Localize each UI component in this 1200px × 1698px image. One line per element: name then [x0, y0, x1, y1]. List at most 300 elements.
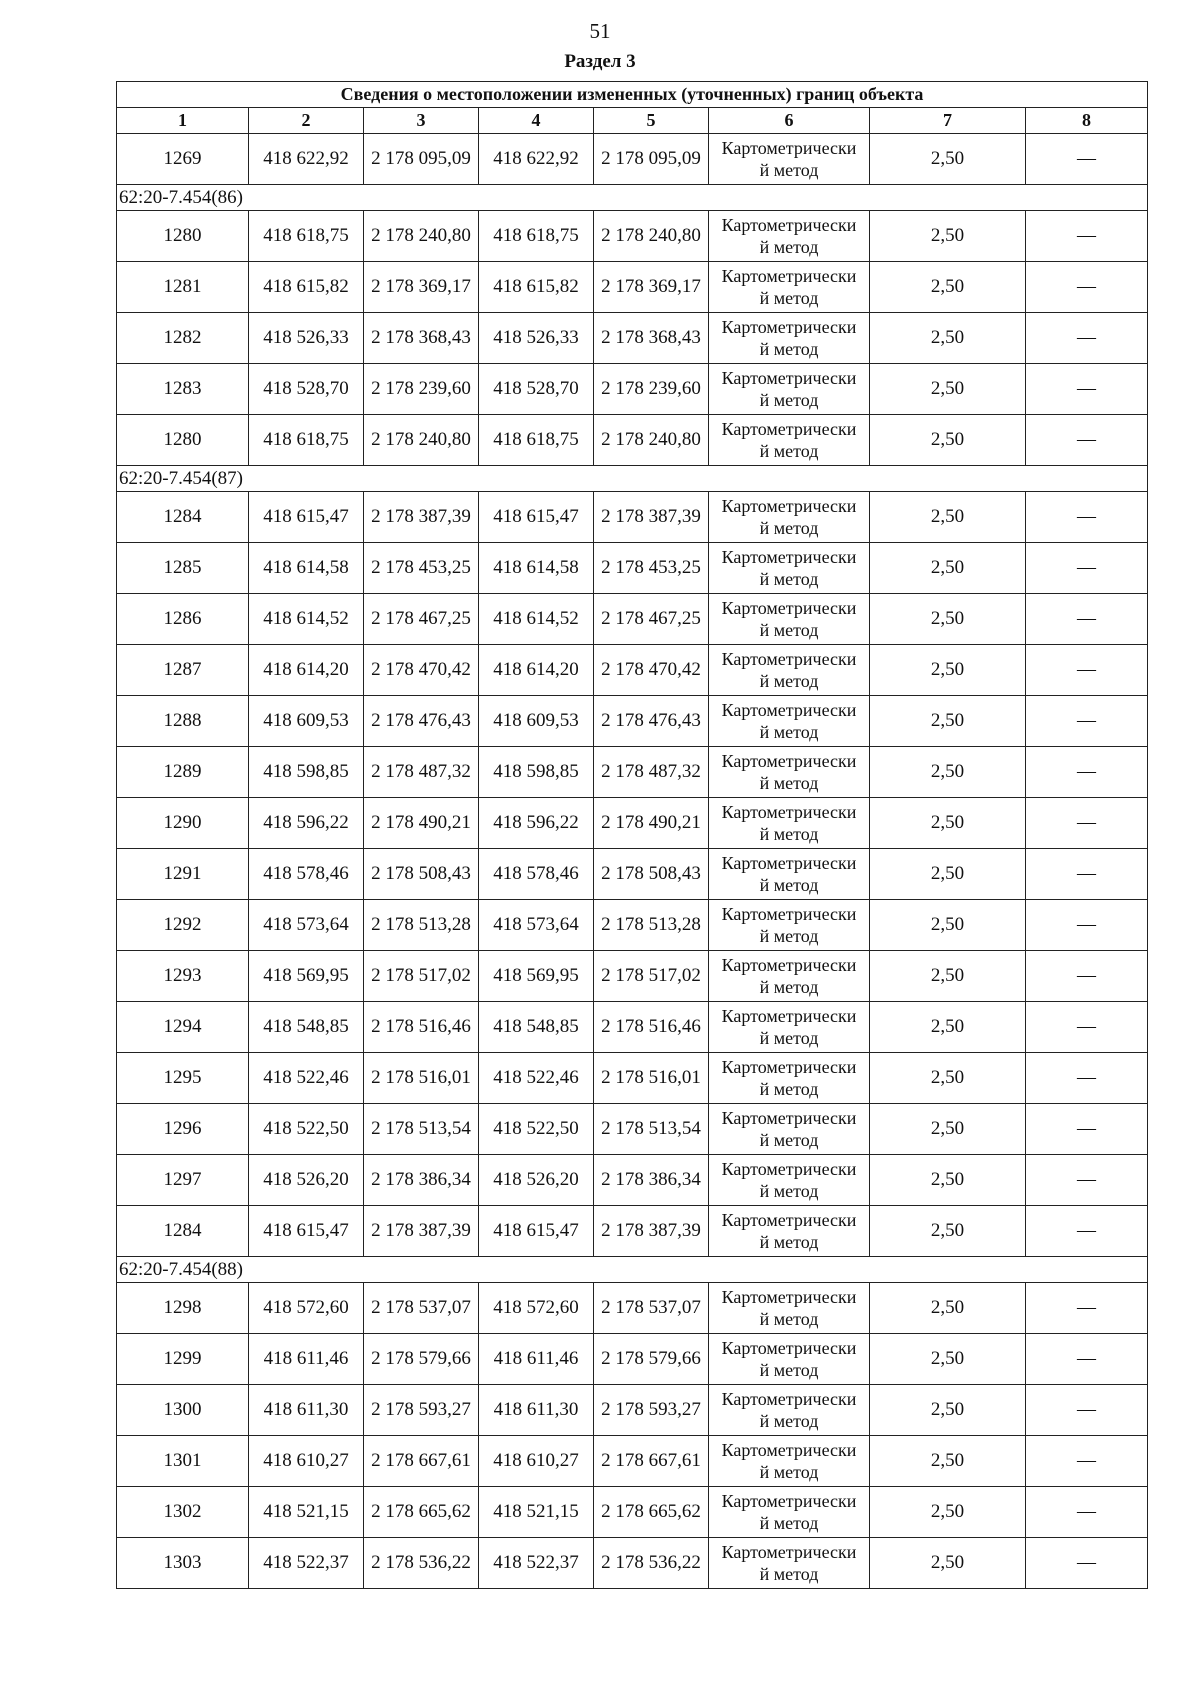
- column-number-row: [117, 108, 1148, 134]
- description-cell: —: [1026, 492, 1148, 543]
- method-cell: [709, 849, 870, 900]
- accuracy-cell: 2,50: [870, 1283, 1026, 1334]
- y-coord-cell: 2 178 239,60: [364, 364, 479, 415]
- table-row: [117, 645, 1148, 696]
- accuracy-cell: 2,50: [870, 1002, 1026, 1053]
- method-line: й метод: [759, 1028, 819, 1048]
- x-coord-cell: 418 611,46: [249, 1334, 364, 1385]
- method-line: Картометрически: [721, 1338, 857, 1358]
- method-line: й метод: [759, 1513, 819, 1533]
- accuracy-cell: 2,50: [870, 747, 1026, 798]
- accuracy-cell: 2,50: [870, 1206, 1026, 1257]
- y-coord-cell: 2 178 537,07: [364, 1283, 479, 1334]
- x-coord-cell: 418 614,58: [249, 543, 364, 594]
- table-row: [117, 747, 1148, 798]
- point-number-cell: 1294: [117, 1002, 249, 1053]
- method-line: й метод: [759, 339, 819, 359]
- x-coord-cell: 418 522,37: [249, 1538, 364, 1589]
- method-line: Картометрически: [721, 1542, 857, 1562]
- x-new-coord-cell: 418 522,46: [479, 1053, 594, 1104]
- y-coord-cell: 2 178 095,09: [364, 134, 479, 185]
- accuracy-cell: 2,50: [870, 1538, 1026, 1589]
- method-line: Картометрически: [721, 1210, 857, 1230]
- table-row: [117, 415, 1148, 466]
- method-cell: [709, 747, 870, 798]
- y-new-coord-cell: 2 178 536,22: [594, 1538, 709, 1589]
- y-new-coord-cell: 2 178 516,01: [594, 1053, 709, 1104]
- accuracy-cell: 2,50: [870, 1385, 1026, 1436]
- x-new-coord-cell: 418 614,20: [479, 645, 594, 696]
- x-new-coord-cell: 418 614,58: [479, 543, 594, 594]
- method-line: й метод: [759, 875, 819, 895]
- method-line: Картометрически: [721, 853, 857, 873]
- method-cell: [709, 696, 870, 747]
- x-coord-cell: 418 526,33: [249, 313, 364, 364]
- table-row: [117, 1436, 1148, 1487]
- accuracy-cell: 2,50: [870, 900, 1026, 951]
- table-row: [117, 364, 1148, 415]
- point-number-cell: 1291: [117, 849, 249, 900]
- x-coord-cell: 418 615,47: [249, 1206, 364, 1257]
- table-row: [117, 543, 1148, 594]
- y-coord-cell: 2 178 368,43: [364, 313, 479, 364]
- table-row: [117, 1538, 1148, 1589]
- method-line: Картометрически: [721, 1159, 857, 1179]
- x-new-coord-cell: 418 548,85: [479, 1002, 594, 1053]
- description-cell: —: [1026, 1487, 1148, 1538]
- method-cell: [709, 1104, 870, 1155]
- y-coord-cell: 2 178 487,32: [364, 747, 479, 798]
- table-row: [117, 492, 1148, 543]
- x-coord-cell: 418 548,85: [249, 1002, 364, 1053]
- y-new-coord-cell: 2 178 368,43: [594, 313, 709, 364]
- table-row: [117, 262, 1148, 313]
- table-row: [117, 1104, 1148, 1155]
- table-row: [117, 594, 1148, 645]
- method-cell: [709, 415, 870, 466]
- x-coord-cell: 418 611,30: [249, 1385, 364, 1436]
- group-row: [117, 466, 1148, 492]
- description-cell: —: [1026, 1104, 1148, 1155]
- method-cell: [709, 1002, 870, 1053]
- y-new-coord-cell: 2 178 470,42: [594, 645, 709, 696]
- point-number-cell: 1292: [117, 900, 249, 951]
- method-cell: [709, 134, 870, 185]
- accuracy-cell: 2,50: [870, 492, 1026, 543]
- x-coord-cell: 418 569,95: [249, 951, 364, 1002]
- x-coord-cell: 418 596,22: [249, 798, 364, 849]
- method-cell: [709, 798, 870, 849]
- description-cell: —: [1026, 211, 1148, 262]
- y-coord-cell: 2 178 476,43: [364, 696, 479, 747]
- method-line: й метод: [759, 1411, 819, 1431]
- accuracy-cell: 2,50: [870, 1104, 1026, 1155]
- point-number-cell: 1282: [117, 313, 249, 364]
- table-row: [117, 849, 1148, 900]
- table-caption-row: [117, 82, 1148, 108]
- point-number-cell: 1293: [117, 951, 249, 1002]
- x-coord-cell: 418 609,53: [249, 696, 364, 747]
- method-line: Картометрически: [721, 1006, 857, 1026]
- y-new-coord-cell: 2 178 517,02: [594, 951, 709, 1002]
- column-header: 8: [1026, 108, 1148, 134]
- description-cell: —: [1026, 951, 1148, 1002]
- group-label: 62:20-7.454(87): [117, 466, 1148, 492]
- x-new-coord-cell: 418 526,33: [479, 313, 594, 364]
- method-line: й метод: [759, 926, 819, 946]
- point-number-cell: 1284: [117, 1206, 249, 1257]
- method-line: Картометрически: [721, 547, 857, 567]
- method-line: й метод: [759, 569, 819, 589]
- description-cell: —: [1026, 747, 1148, 798]
- x-coord-cell: 418 573,64: [249, 900, 364, 951]
- y-new-coord-cell: 2 178 239,60: [594, 364, 709, 415]
- x-coord-cell: 418 572,60: [249, 1283, 364, 1334]
- x-coord-cell: 418 615,82: [249, 262, 364, 313]
- method-line: й метод: [759, 1232, 819, 1252]
- method-cell: [709, 313, 870, 364]
- y-new-coord-cell: 2 178 513,28: [594, 900, 709, 951]
- point-number-cell: 1288: [117, 696, 249, 747]
- x-new-coord-cell: 418 578,46: [479, 849, 594, 900]
- table-row: [117, 951, 1148, 1002]
- y-coord-cell: 2 178 387,39: [364, 492, 479, 543]
- column-header: 2: [249, 108, 364, 134]
- method-cell: [709, 1283, 870, 1334]
- point-number-cell: 1280: [117, 211, 249, 262]
- table-row: [117, 1487, 1148, 1538]
- x-new-coord-cell: 418 522,50: [479, 1104, 594, 1155]
- accuracy-cell: 2,50: [870, 798, 1026, 849]
- method-line: й метод: [759, 977, 819, 997]
- x-new-coord-cell: 418 615,82: [479, 262, 594, 313]
- y-coord-cell: 2 178 386,34: [364, 1155, 479, 1206]
- x-coord-cell: 418 614,52: [249, 594, 364, 645]
- method-cell: [709, 211, 870, 262]
- x-coord-cell: 418 618,75: [249, 211, 364, 262]
- method-line: Картометрически: [721, 1108, 857, 1128]
- group-row: [117, 185, 1148, 211]
- column-header: 5: [594, 108, 709, 134]
- y-new-coord-cell: 2 178 513,54: [594, 1104, 709, 1155]
- method-cell: [709, 543, 870, 594]
- y-new-coord-cell: 2 178 490,21: [594, 798, 709, 849]
- point-number-cell: 1284: [117, 492, 249, 543]
- method-line: Картометрически: [721, 496, 857, 516]
- method-line: й метод: [759, 518, 819, 538]
- method-cell: [709, 1334, 870, 1385]
- point-number-cell: 1287: [117, 645, 249, 696]
- method-line: Картометрически: [721, 215, 857, 235]
- description-cell: —: [1026, 594, 1148, 645]
- method-line: й метод: [759, 1462, 819, 1482]
- x-coord-cell: 418 610,27: [249, 1436, 364, 1487]
- y-coord-cell: 2 178 467,25: [364, 594, 479, 645]
- description-cell: —: [1026, 1334, 1148, 1385]
- description-cell: —: [1026, 1436, 1148, 1487]
- x-new-coord-cell: 418 611,30: [479, 1385, 594, 1436]
- description-cell: —: [1026, 1206, 1148, 1257]
- description-cell: —: [1026, 415, 1148, 466]
- point-number-cell: 1303: [117, 1538, 249, 1589]
- method-line: Картометрически: [721, 904, 857, 924]
- method-line: Картометрически: [721, 1440, 857, 1460]
- method-line: Картометрически: [721, 1057, 857, 1077]
- description-cell: —: [1026, 1283, 1148, 1334]
- y-new-coord-cell: 2 178 593,27: [594, 1385, 709, 1436]
- x-coord-cell: 418 522,46: [249, 1053, 364, 1104]
- y-new-coord-cell: 2 178 387,39: [594, 492, 709, 543]
- point-number-cell: 1295: [117, 1053, 249, 1104]
- point-number-cell: 1298: [117, 1283, 249, 1334]
- accuracy-cell: 2,50: [870, 645, 1026, 696]
- y-coord-cell: 2 178 369,17: [364, 262, 479, 313]
- y-new-coord-cell: 2 178 487,32: [594, 747, 709, 798]
- accuracy-cell: 2,50: [870, 594, 1026, 645]
- method-line: Картометрически: [721, 1491, 857, 1511]
- method-line: Картометрически: [721, 317, 857, 337]
- y-new-coord-cell: 2 178 453,25: [594, 543, 709, 594]
- table-row: [117, 696, 1148, 747]
- y-coord-cell: 2 178 667,61: [364, 1436, 479, 1487]
- x-coord-cell: 418 598,85: [249, 747, 364, 798]
- method-cell: [709, 1206, 870, 1257]
- method-cell: [709, 262, 870, 313]
- method-line: й метод: [759, 620, 819, 640]
- method-line: й метод: [759, 773, 819, 793]
- y-coord-cell: 2 178 579,66: [364, 1334, 479, 1385]
- method-cell: [709, 1385, 870, 1436]
- method-cell: [709, 1487, 870, 1538]
- method-line: Картометрически: [721, 802, 857, 822]
- method-line: й метод: [759, 1360, 819, 1380]
- method-line: й метод: [759, 390, 819, 410]
- table-row: [117, 1155, 1148, 1206]
- point-number-cell: 1296: [117, 1104, 249, 1155]
- y-new-coord-cell: 2 178 240,80: [594, 211, 709, 262]
- y-new-coord-cell: 2 178 467,25: [594, 594, 709, 645]
- x-new-coord-cell: 418 596,22: [479, 798, 594, 849]
- column-header: 1: [117, 108, 249, 134]
- description-cell: —: [1026, 900, 1148, 951]
- method-line: Картометрически: [721, 1389, 857, 1409]
- y-coord-cell: 2 178 513,28: [364, 900, 479, 951]
- method-line: Картометрически: [721, 700, 857, 720]
- accuracy-cell: 2,50: [870, 1155, 1026, 1206]
- x-new-coord-cell: 418 598,85: [479, 747, 594, 798]
- method-cell: [709, 492, 870, 543]
- accuracy-cell: 2,50: [870, 1487, 1026, 1538]
- accuracy-cell: 2,50: [870, 364, 1026, 415]
- y-new-coord-cell: 2 178 667,61: [594, 1436, 709, 1487]
- point-number-cell: 1299: [117, 1334, 249, 1385]
- accuracy-cell: 2,50: [870, 415, 1026, 466]
- description-cell: —: [1026, 313, 1148, 364]
- description-cell: —: [1026, 849, 1148, 900]
- x-new-coord-cell: 418 528,70: [479, 364, 594, 415]
- y-coord-cell: 2 178 453,25: [364, 543, 479, 594]
- method-line: й метод: [759, 722, 819, 742]
- table-caption: Сведения о местоположении измененных (уточненных) границ объекта: [117, 82, 1148, 108]
- x-new-coord-cell: 418 572,60: [479, 1283, 594, 1334]
- y-new-coord-cell: 2 178 516,46: [594, 1002, 709, 1053]
- x-coord-cell: 418 618,75: [249, 415, 364, 466]
- x-new-coord-cell: 418 569,95: [479, 951, 594, 1002]
- method-line: Картометрически: [721, 1287, 857, 1307]
- description-cell: —: [1026, 1538, 1148, 1589]
- accuracy-cell: 2,50: [870, 543, 1026, 594]
- method-line: Картометрически: [721, 419, 857, 439]
- x-new-coord-cell: 418 618,75: [479, 415, 594, 466]
- table-row: [117, 900, 1148, 951]
- point-number-cell: 1280: [117, 415, 249, 466]
- x-coord-cell: 418 614,20: [249, 645, 364, 696]
- description-cell: —: [1026, 696, 1148, 747]
- description-cell: —: [1026, 364, 1148, 415]
- method-cell: [709, 951, 870, 1002]
- accuracy-cell: 2,50: [870, 313, 1026, 364]
- x-coord-cell: 418 526,20: [249, 1155, 364, 1206]
- x-new-coord-cell: 418 521,15: [479, 1487, 594, 1538]
- y-new-coord-cell: 2 178 537,07: [594, 1283, 709, 1334]
- method-line: й метод: [759, 288, 819, 308]
- y-coord-cell: 2 178 508,43: [364, 849, 479, 900]
- point-number-cell: 1300: [117, 1385, 249, 1436]
- x-coord-cell: 418 521,15: [249, 1487, 364, 1538]
- description-cell: —: [1026, 262, 1148, 313]
- method-line: й метод: [759, 1130, 819, 1150]
- group-label: 62:20-7.454(86): [117, 185, 1148, 211]
- accuracy-cell: 2,50: [870, 951, 1026, 1002]
- description-cell: —: [1026, 543, 1148, 594]
- x-coord-cell: 418 615,47: [249, 492, 364, 543]
- point-number-cell: 1281: [117, 262, 249, 313]
- method-cell: [709, 594, 870, 645]
- y-coord-cell: 2 178 665,62: [364, 1487, 479, 1538]
- group-label: 62:20-7.454(88): [117, 1257, 1148, 1283]
- y-coord-cell: 2 178 593,27: [364, 1385, 479, 1436]
- method-line: й метод: [759, 1079, 819, 1099]
- method-line: Картометрически: [721, 266, 857, 286]
- accuracy-cell: 2,50: [870, 1334, 1026, 1385]
- column-header: 4: [479, 108, 594, 134]
- method-cell: [709, 1155, 870, 1206]
- table-row: [117, 313, 1148, 364]
- method-line: Картометрически: [721, 598, 857, 618]
- table-row: [117, 1206, 1148, 1257]
- description-cell: —: [1026, 1385, 1148, 1436]
- table-row: [117, 1385, 1148, 1436]
- point-number-cell: 1269: [117, 134, 249, 185]
- point-number-cell: 1289: [117, 747, 249, 798]
- y-new-coord-cell: 2 178 665,62: [594, 1487, 709, 1538]
- x-new-coord-cell: 418 615,47: [479, 492, 594, 543]
- point-number-cell: 1302: [117, 1487, 249, 1538]
- description-cell: —: [1026, 1002, 1148, 1053]
- column-header: 7: [870, 108, 1026, 134]
- description-cell: —: [1026, 1155, 1148, 1206]
- method-line: й метод: [759, 237, 819, 257]
- accuracy-cell: 2,50: [870, 1436, 1026, 1487]
- table-row: [117, 211, 1148, 262]
- x-new-coord-cell: 418 522,37: [479, 1538, 594, 1589]
- y-coord-cell: 2 178 513,54: [364, 1104, 479, 1155]
- point-number-cell: 1301: [117, 1436, 249, 1487]
- y-new-coord-cell: 2 178 476,43: [594, 696, 709, 747]
- table-row: [117, 1334, 1148, 1385]
- y-coord-cell: 2 178 240,80: [364, 211, 479, 262]
- y-coord-cell: 2 178 490,21: [364, 798, 479, 849]
- accuracy-cell: 2,50: [870, 849, 1026, 900]
- point-number-cell: 1290: [117, 798, 249, 849]
- accuracy-cell: 2,50: [870, 134, 1026, 185]
- y-coord-cell: 2 178 517,02: [364, 951, 479, 1002]
- accuracy-cell: 2,50: [870, 696, 1026, 747]
- method-line: Картометрически: [721, 649, 857, 669]
- method-line: й метод: [759, 1181, 819, 1201]
- y-coord-cell: 2 178 470,42: [364, 645, 479, 696]
- accuracy-cell: 2,50: [870, 1053, 1026, 1104]
- description-cell: —: [1026, 1053, 1148, 1104]
- method-line: Картометрически: [721, 138, 857, 158]
- point-number-cell: 1285: [117, 543, 249, 594]
- y-new-coord-cell: 2 178 508,43: [594, 849, 709, 900]
- x-new-coord-cell: 418 526,20: [479, 1155, 594, 1206]
- method-cell: [709, 1538, 870, 1589]
- table-row: [117, 1053, 1148, 1104]
- x-coord-cell: 418 622,92: [249, 134, 364, 185]
- x-new-coord-cell: 418 609,53: [479, 696, 594, 747]
- coordinates-table: [116, 81, 1148, 1589]
- y-new-coord-cell: 2 178 095,09: [594, 134, 709, 185]
- table-row: [117, 798, 1148, 849]
- x-new-coord-cell: 418 610,27: [479, 1436, 594, 1487]
- table-row: [117, 1002, 1148, 1053]
- method-line: й метод: [759, 160, 819, 180]
- y-coord-cell: 2 178 387,39: [364, 1206, 479, 1257]
- method-line: й метод: [759, 1564, 819, 1584]
- y-new-coord-cell: 2 178 579,66: [594, 1334, 709, 1385]
- column-header: 6: [709, 108, 870, 134]
- y-coord-cell: 2 178 516,01: [364, 1053, 479, 1104]
- y-new-coord-cell: 2 178 369,17: [594, 262, 709, 313]
- point-number-cell: 1286: [117, 594, 249, 645]
- method-cell: [709, 645, 870, 696]
- y-coord-cell: 2 178 240,80: [364, 415, 479, 466]
- method-line: й метод: [759, 441, 819, 461]
- method-line: Картометрически: [721, 368, 857, 388]
- x-coord-cell: 418 578,46: [249, 849, 364, 900]
- method-cell: [709, 1436, 870, 1487]
- x-new-coord-cell: 418 618,75: [479, 211, 594, 262]
- method-cell: [709, 364, 870, 415]
- x-new-coord-cell: 418 615,47: [479, 1206, 594, 1257]
- method-cell: [709, 900, 870, 951]
- y-coord-cell: 2 178 536,22: [364, 1538, 479, 1589]
- method-line: й метод: [759, 1309, 819, 1329]
- y-new-coord-cell: 2 178 387,39: [594, 1206, 709, 1257]
- description-cell: —: [1026, 645, 1148, 696]
- x-coord-cell: 418 528,70: [249, 364, 364, 415]
- x-new-coord-cell: 418 611,46: [479, 1334, 594, 1385]
- y-new-coord-cell: 2 178 386,34: [594, 1155, 709, 1206]
- y-new-coord-cell: 2 178 240,80: [594, 415, 709, 466]
- table-row: [117, 134, 1148, 185]
- method-line: й метод: [759, 671, 819, 691]
- method-cell: [709, 1053, 870, 1104]
- method-line: Картометрически: [721, 955, 857, 975]
- section-title: Раздел 3: [564, 51, 636, 72]
